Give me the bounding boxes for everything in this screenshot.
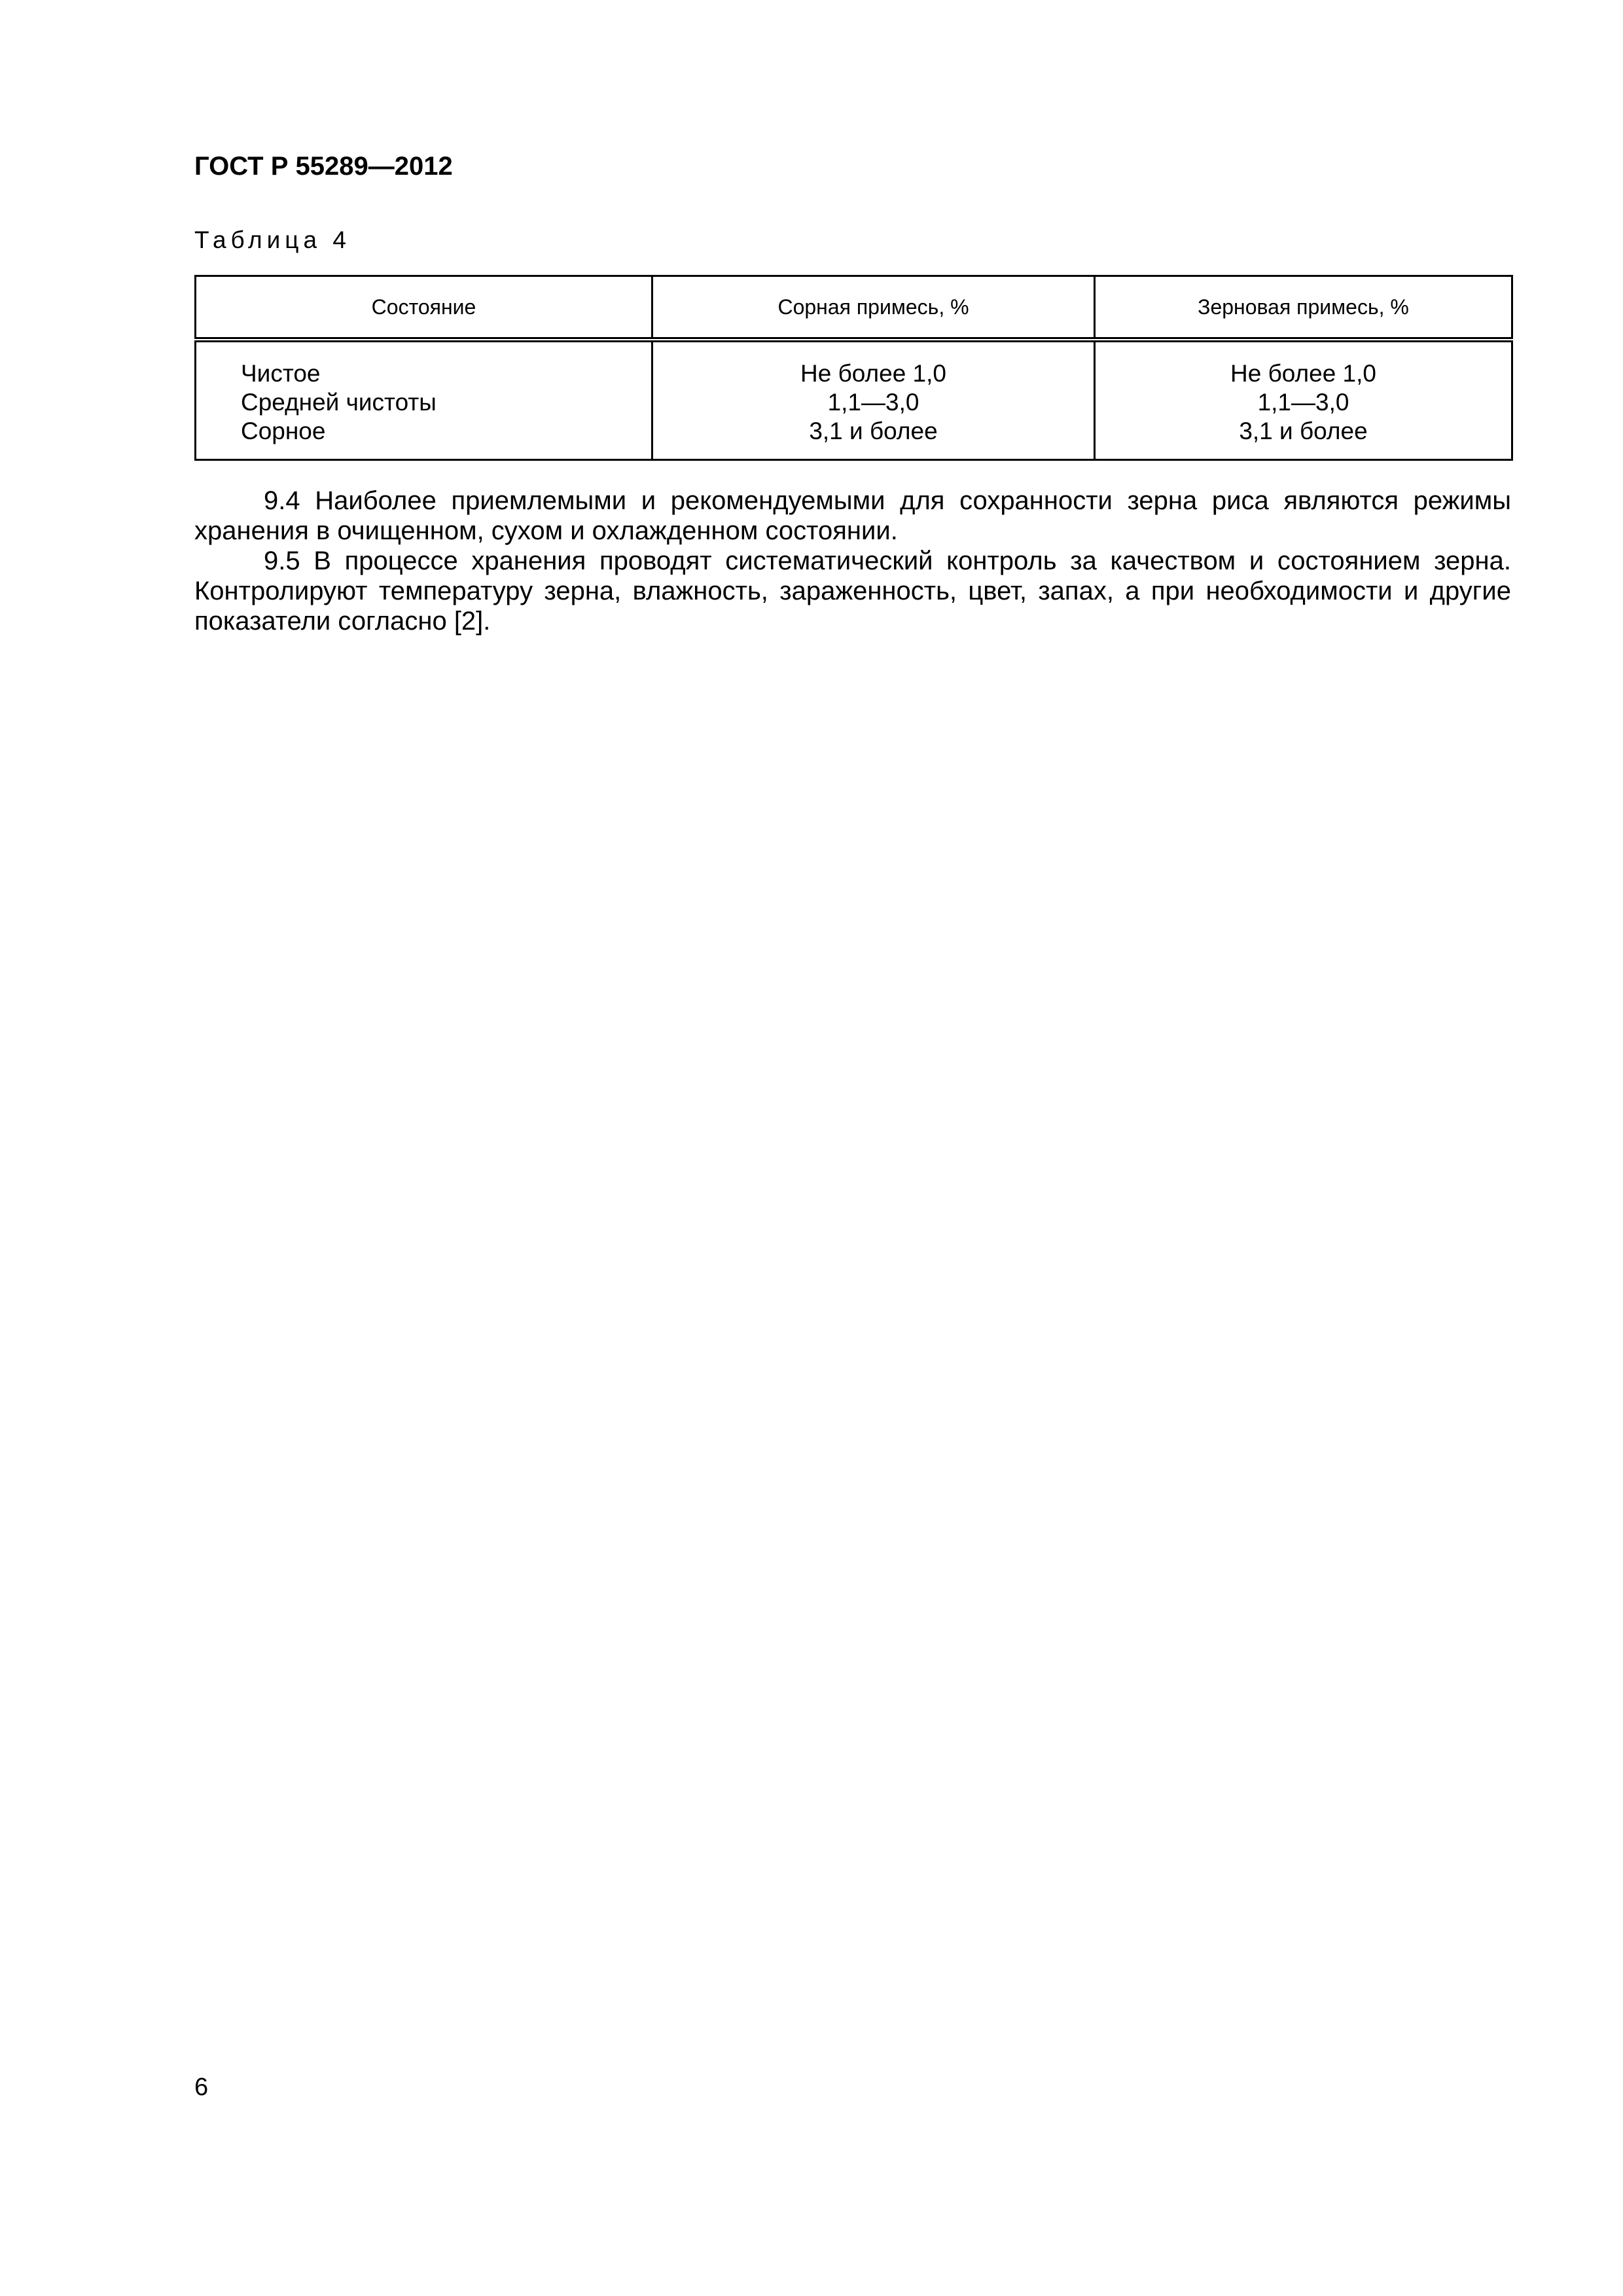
column-header-state: Состояние [196,276,652,340]
paragraph-9-4: 9.4 Наиболее приемлемыми и рекомендуемыми для сохранности зерна риса являются режимы хранения в очищенном, сухом и охлажденном состоянии. [194,486,1511,545]
impurity-table [194,275,1513,461]
grain-impurity-value: 3,1 и более [1239,418,1368,444]
column-header-weed-impurity: Сорная примесь, % [652,276,1095,340]
body-text [194,486,1511,636]
table-header-row [196,276,1512,340]
table-caption: Таблица 4 [194,226,351,253]
weed-impurity-cell [652,340,1095,460]
weed-impurity-value: 3,1 и более [809,418,938,444]
weed-impurity-value: 1,1—3,0 [827,389,919,416]
grain-impurity-value: 1,1—3,0 [1257,389,1349,416]
state-value: Средней чистоты [241,389,437,416]
page-number: 6 [194,2073,209,2101]
weed-impurity-value: Не более 1,0 [800,360,946,387]
state-value: Чистое [241,360,321,387]
paragraph-9-5: 9.5 В процессе хранения проводят систематический контроль за качеством и состоянием зерна. Контролируют температуру зерна, влажность, зараженность, цвет, запах, а при необходимости и другие показатели согласно [2]. [194,547,1511,636]
state-value: Сорное [241,418,326,444]
grain-impurity-value: Не более 1,0 [1230,360,1376,387]
state-cell [196,340,652,460]
document-header: ГОСТ Р 55289—2012 [194,152,453,181]
grain-impurity-cell [1095,340,1512,460]
table-row [196,340,1512,460]
column-header-grain-impurity: Зерновая примесь, % [1095,276,1512,340]
